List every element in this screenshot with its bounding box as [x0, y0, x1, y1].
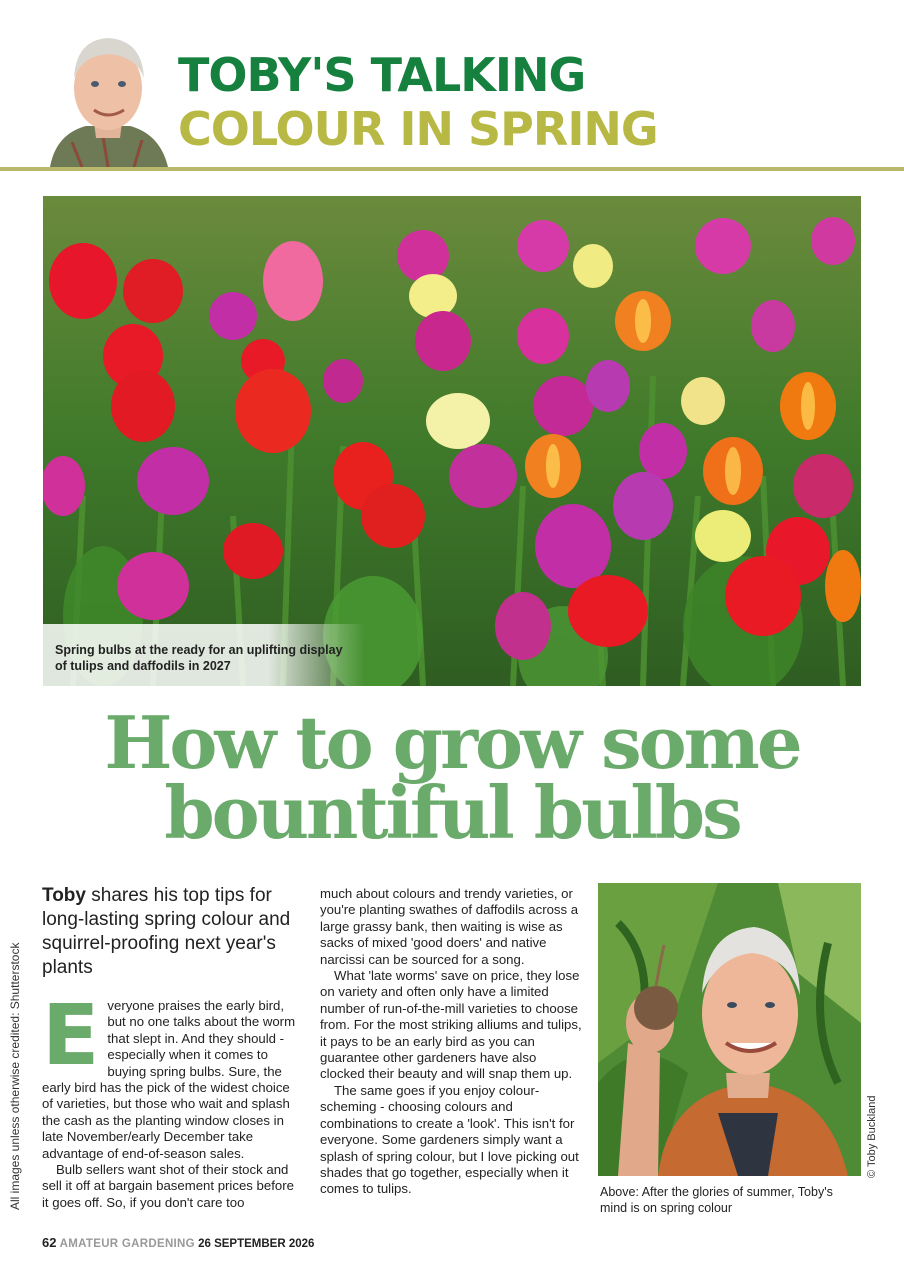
- standfirst-name: Toby: [42, 885, 86, 906]
- paragraph-1: [42, 986, 304, 1162]
- paragraph-2: Bulb sellers want shot of their stock and sell it off at bargain basement prices before it goes off. So, if you don't care too: [42, 1162, 294, 1210]
- paragraph-3: What 'late worms' save on price, they lose on variety and often only have a limited number of run-of-the-mill varieties to choose from. For the most striking alliums and tulips, it pays to be an early bird as you can guarantee other gardeners have also clocked their beauty and will snap them up.: [320, 968, 582, 1082]
- section-subject: COLOUR IN SPRING: [178, 102, 658, 156]
- article-headline: How to grow some bountiful bulbs: [104, 700, 800, 855]
- hero-caption: Spring bulbs at the ready for an uplifting display of tulips and daffodils in 2027: [43, 624, 365, 686]
- standfirst-text: shares his top tips for long-lasting spring colour and squirrel-proofing next year's plants: [42, 885, 291, 978]
- image-credit: All images unless otherwise credited: Shutterstock: [8, 942, 22, 1210]
- page-number: 62: [42, 1235, 57, 1250]
- paragraph-4: The same goes if you enjoy colour-scheming - choosing colours and combinations to create a 'look'. This isn't for everyone. Some gardeners simply want a splash of spring colour, but I love picking out shades that go together, especially when it comes to tulips.: [320, 1082, 579, 1197]
- article-column-1: [42, 884, 304, 1211]
- section-kicker: TOBY'S TALKING: [178, 48, 586, 102]
- author-portrait: [42, 22, 174, 167]
- paragraph-2-continued: much about colours and trendy varieties, or you're planting swathes of daffodils across a large grassy bank, then waiting is wise as sacks of mixed 'good doers' and native narcissi can be sourced for a song.: [320, 886, 579, 967]
- header-rule: [0, 167, 904, 171]
- hero-photo-tulips: [43, 196, 861, 686]
- photo-credit: © Toby Buckland: [866, 1095, 878, 1178]
- side-photo-caption: Above: After the glories of summer, Toby's mind is on spring colour: [600, 1185, 833, 1215]
- article-column-2: [320, 886, 584, 1198]
- issue-date: 26 SEPTEMBER 2026: [198, 1238, 315, 1250]
- page-footer: [42, 1235, 314, 1250]
- paragraph-1-text: veryone praises the early bird, but no one talks about the worm that slept in. And they should - especially when it comes to buying spring bulbs. Sure, the early bird has the pick of the widest choice of varieties, but those who wait and splash the cash as the planting window closes in late November/early December take advantage of end-of-season sales.: [42, 998, 296, 1161]
- magazine-name: AMATEUR GARDENING: [59, 1238, 195, 1250]
- drop-cap: E: [42, 986, 100, 1084]
- standfirst: [42, 884, 304, 980]
- side-photo-toby-with-bulb: [598, 883, 861, 1176]
